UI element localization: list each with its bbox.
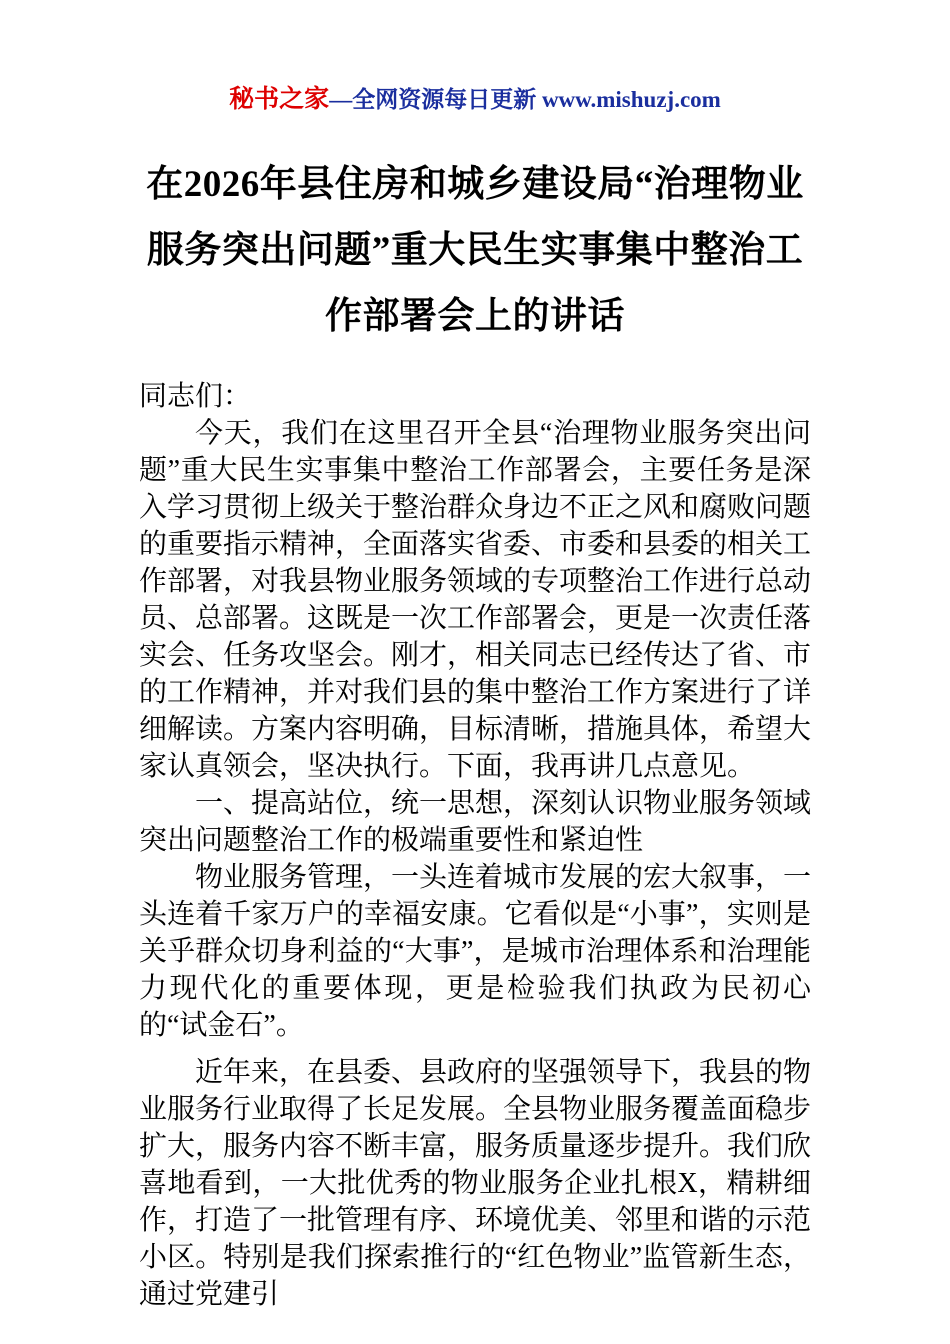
document-title: 在2026年县住房和城乡建设局“治理物业服务突出问题”重大民生实事集中整治工作部署会上的讲话 bbox=[146, 164, 804, 337]
site-header bbox=[139, 86, 811, 114]
paragraph: 近年来，在县委、县政府的坚强领导下，我县的物业服务行业取得了长足发展。全县物业服务覆盖面稳步扩大，服务内容不断丰富，服务质量逐步提升。我们欣喜地看到，一大批优秀的物业服务企业扎根X，精耕细作，打造了一批管理有序、环境优美、邻里和谐的示范小区。特别是我们探索推行的“红色物业”监管新生态，通过党建引 bbox=[139, 1057, 812, 1310]
header-tagline: —全网资源每日更新 www.mishuzj.com bbox=[329, 87, 721, 112]
document-body bbox=[139, 378, 811, 1313]
paragraph: 同志们： bbox=[139, 381, 252, 412]
paragraph: 一、提高站位，统一思想，深刻认识物业服务领域突出问题整治工作的极端重要性和紧迫性 bbox=[139, 788, 812, 856]
paragraph: 物业服务管理，一头连着城市发展的宏大叙事，一头连着千家万户的幸福安康。它看似是“小事”，实则是关乎群众切身利益的“大事”，是城市治理体系和治理能力现代化的重要体现，更是检验我们执政为民初心的“试金石”。 bbox=[139, 862, 812, 1041]
brand-name: 秘书之家 bbox=[229, 86, 330, 113]
paragraph: 今天，我们在这里召开全县“治理物业服务突出问题”重大民生实事集中整治工作部署会，主要任务是深入学习贯彻上级关于整治群众身边不正之风和腐败问题的重要指示精神，全面落实省委、市委和县委的相关工作部署，对我县物业服务领域的专项整治工作进行总动员、总部署。这既是一次工作部署会，更是一次责任落实会、任务攻坚会。刚才，相关同志已经传达了省、市的工作精神，并对我们县的集中整治工作方案进行了详细解读。方案内容明确，目标清晰，措施具体，希望大家认真领会，坚决执行。下面，我再讲几点意见。 bbox=[139, 418, 812, 782]
